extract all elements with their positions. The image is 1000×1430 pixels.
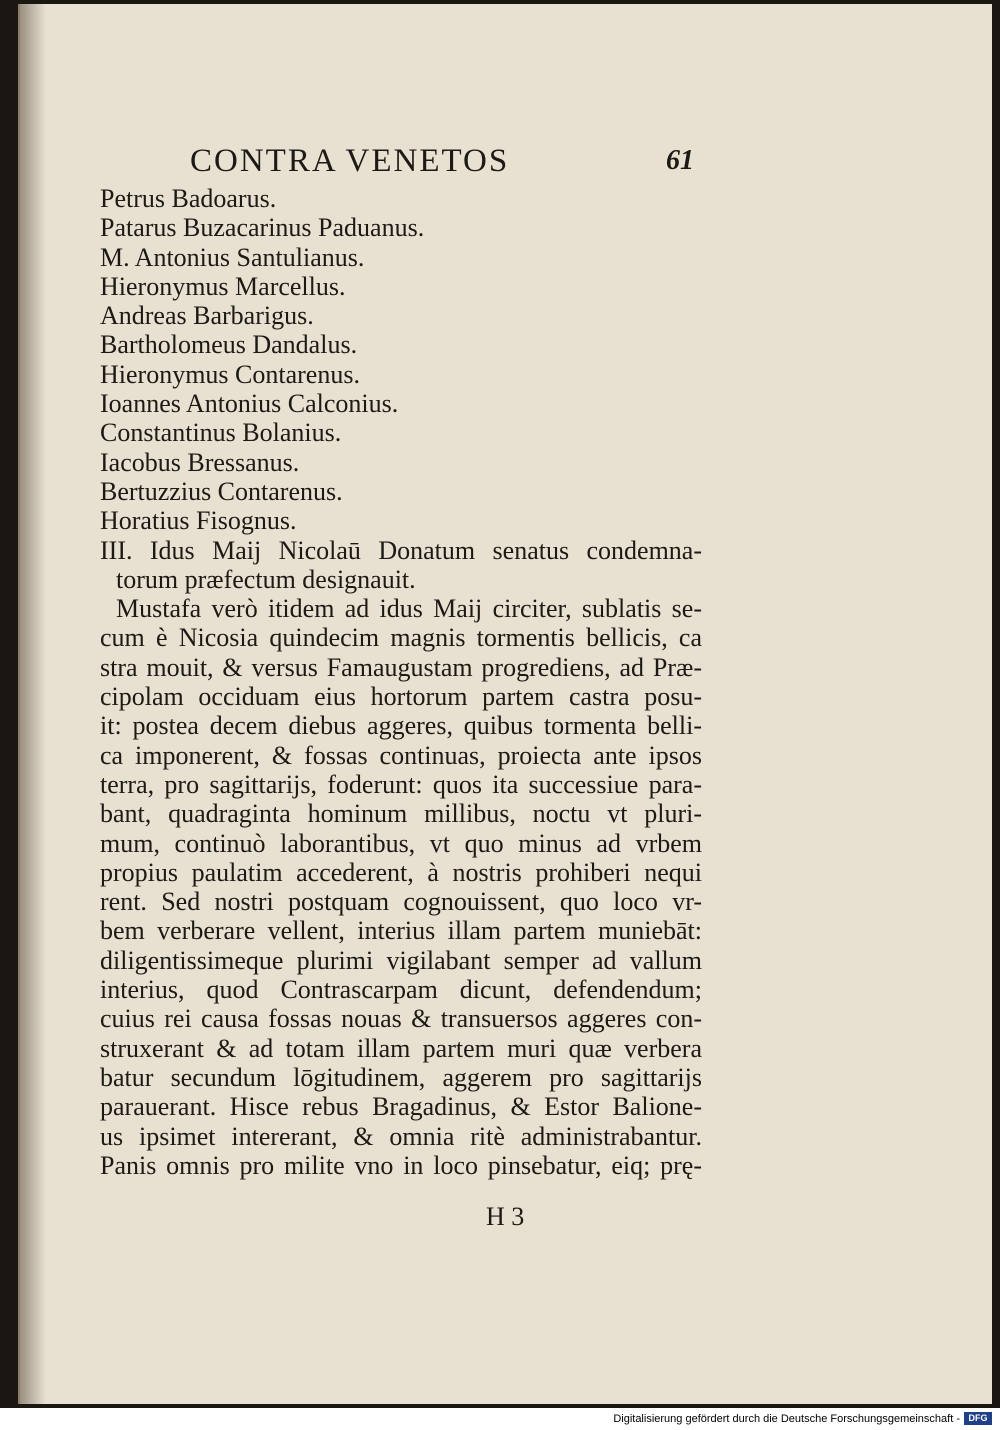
text-line: III. Idus Maij Nicolaū Donatum senatus condemna- [100,535,702,565]
name-line: Hieronymus Contarenus. [100,359,360,389]
paragraph-mustafa [82,594,702,1151]
paragraph-bread [82,1151,702,1180]
funding-credit: Digitalisierung gefördert durch die Deutsche Forschungsgemeinschaft - [613,1413,960,1425]
name-line: Horatius Fisognus. [100,506,297,536]
spine-shadow [20,4,46,1404]
footer-bar [0,1408,1000,1430]
text-line: it: postea decem diebus aggeres, quibus tormenta belli- [100,711,702,741]
dfg-logo-icon: DFG [964,1412,992,1425]
text-line: ca imponerent, & fossas continuas, proiecta ante ipsos [100,740,702,770]
text-line: cuius rei causa fossas nouas & transuersos aggeres con- [100,1004,702,1034]
text-line: diligentissimeque plurimi vigilabant semper ad vallum [100,945,702,975]
text-line: parauerant. Hisce rebus Bragadinus, & Estor Balione- [100,1092,702,1122]
name-line: Iacobus Bressanus. [100,447,300,477]
text-line: terra, pro sagittarijs, foderunt: quos ita successiue para- [100,769,702,799]
text-block [82,184,702,1180]
text-line: rent. Sed nostri postquam cognouissent, quo loco vr- [100,887,702,917]
text-line: interius, quod Contrascarpam dicunt, defendendum; [100,975,702,1005]
page-number: 61 [666,145,694,176]
text-line: propius paulatim accederent, à nostris prohiberi nequi [100,857,702,887]
name-line: Petrus Badoarus. [100,184,277,213]
name-line: Hieronymus Marcellus. [100,271,346,301]
text-line: mum, continuò laborantibus, vt quo minus ad vrbem [100,828,702,858]
text-line: batur secundum lōgitudinem, aggerem pro sagittarijs [100,1062,702,1092]
running-title: CONTRA VENETOS [190,143,510,179]
name-line: Bertuzzius Contarenus. [100,476,343,506]
signature-mark: H 3 [486,1202,525,1231]
name-line: Ioannes Antonius Calconius. [100,389,399,419]
text-line: struxerant & ad totam illam partem muri quæ verbera [100,1033,702,1063]
text-line: cum è Nicosia quindecim magnis tormentis bellicis, ca [100,623,702,653]
name-line: Bartholomeus Dandalus. [100,330,358,360]
text-line: cipolam occiduam eius hortorum partem castra posu- [100,682,702,712]
text-line: Mustafa verò itidem ad idus Maij circiter, sublatis se- [116,594,702,624]
running-head [190,143,694,183]
text-line: torum præfectum designauit. [116,564,416,594]
text-line: us ipsimet intererant, & omnia ritè administrabantur. [100,1121,702,1151]
paragraph-decree [82,536,702,595]
text-line: bant, quadraginta hominum millibus, noctu vt pluri- [100,799,702,829]
text-line: stra mouit, & versus Famaugustam progrediens, ad Præ- [100,652,702,682]
name-list [82,184,702,536]
name-line: Constantinus Bolanius. [100,418,342,448]
name-line: Patarus Buzacarinus Paduanus. [100,213,425,243]
text-line: bem verberare vellent, interius illam partem muniebāt: [100,916,702,946]
name-line: M. Antonius Santulianus. [100,242,365,272]
name-line: Andreas Barbarigus. [100,301,314,331]
text-line: Panis omnis pro milite vno in loco pinsebatur, eiq; prę- [100,1150,702,1180]
